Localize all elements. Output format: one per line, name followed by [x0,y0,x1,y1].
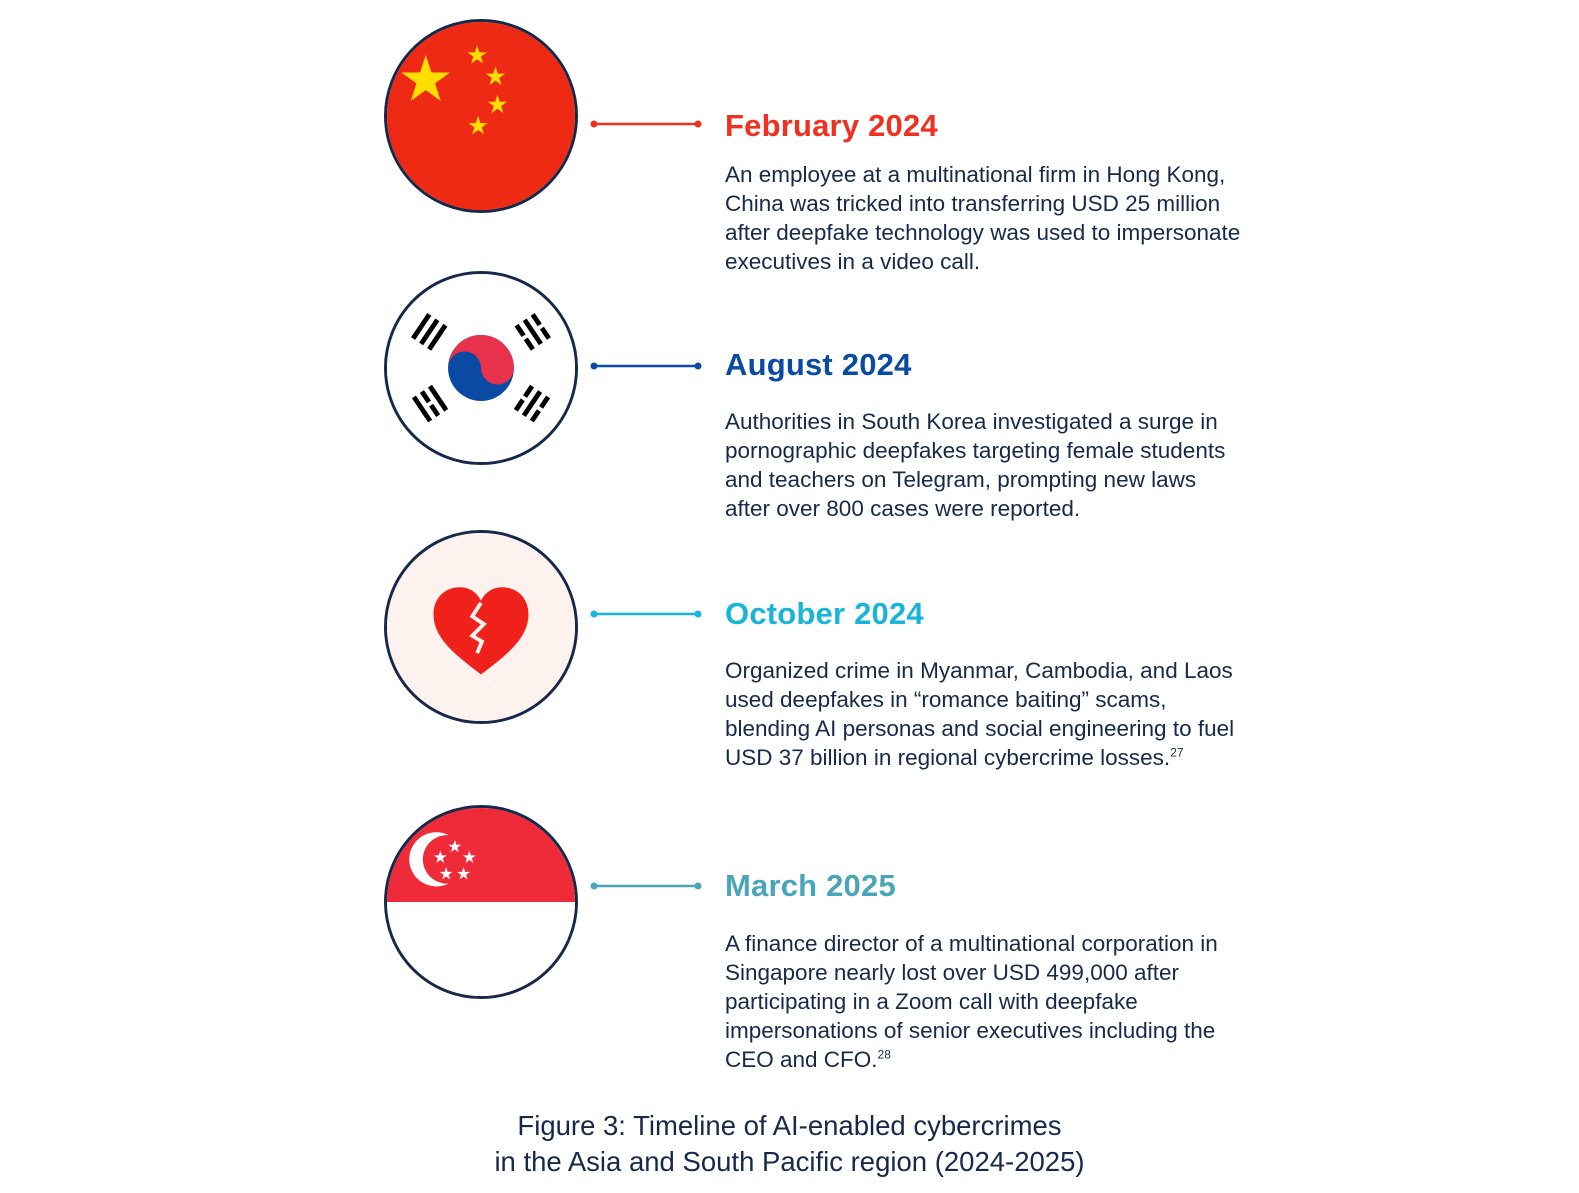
footnote-marker: 27 [1170,745,1184,760]
entry-description: Organized crime in Myanmar, Cambodia, and Laos used deepfakes in “romance baiting” scams, blending AI personas and social engineering to fuel USD 37 billion in regional cybercrime losses.$^{27}$ [725,658,1235,770]
figure-caption [0,1108,1579,1180]
connector-line [590,118,702,130]
connector-line [590,608,702,620]
entry-description: An employee at a multinational firm in Hong Kong, China was tricked into transferring USD 25 million after deepfake technology was used to impersonate executives in a video call. [725,162,1241,274]
south-korea-flag-icon [384,271,578,465]
singapore-flag-icon [384,805,578,999]
connector-line [590,880,702,892]
connector-line [590,360,702,372]
caption-line-1: Figure 3: Timeline of AI-enabled cybercrimes [517,1110,1062,1141]
entry-description: A finance director of a multinational corporation in Singapore nearly lost over USD 499,000 after participating in a Zoom call with deepfake impersonations of senior executives including the CEO and CFO.$^{28}$ [725,931,1218,1072]
entry-date: October 2024 [725,596,924,631]
entry-description: Authorities in South Korea investigated a surge in pornographic deepfakes targeting female students and teachers on Telegram, prompting new laws after over 800 cases were reported. [725,409,1226,521]
broken-heart-icon [384,530,578,724]
footnote-marker: 28 [877,1047,891,1062]
entry-date: August 2024 [725,347,912,382]
china-flag-icon [384,19,578,213]
caption-line-2: in the Asia and South Pacific region (2024-2025) [494,1146,1085,1177]
entry-date: March 2025 [725,868,896,903]
entry-date: February 2024 [725,108,938,143]
